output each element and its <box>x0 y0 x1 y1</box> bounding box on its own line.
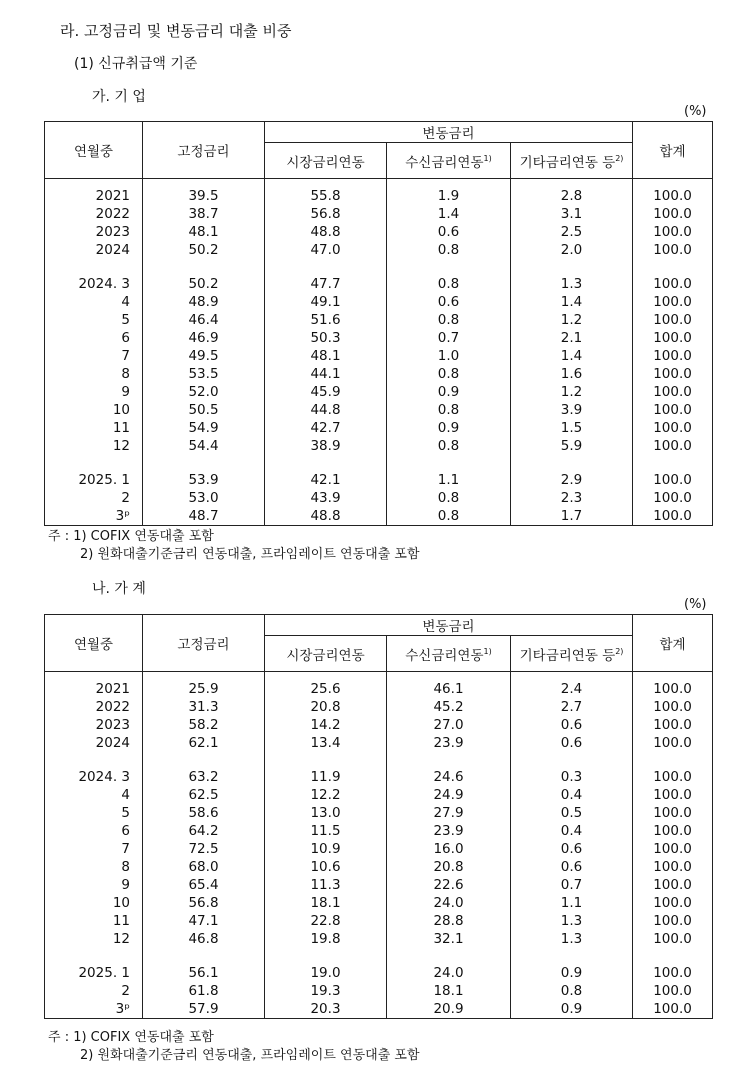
cell-year-month: 3ᵖ <box>45 507 143 526</box>
cell-deposit-linked: 0.7 <box>387 329 511 347</box>
cell-market-linked: 45.9 <box>265 383 387 401</box>
header-year-month: 연월중 <box>45 122 143 179</box>
cell-market-linked: 11.3 <box>265 876 387 894</box>
table-row <box>45 768 713 786</box>
table-row <box>45 437 713 455</box>
cell-market-linked: 13.4 <box>265 734 387 752</box>
cell-fixed: 62.1 <box>143 734 265 752</box>
header-market-linked: 시장금리연동 <box>265 143 387 179</box>
cell-year-month: 6 <box>45 822 143 840</box>
footnote-2: 2) 원화대출기준금리 연동대출, 프라임레이트 연동대출 포함 <box>80 547 420 562</box>
cell-market-linked: 55.8 <box>265 187 387 205</box>
cell-deposit-linked: 0.8 <box>387 507 511 526</box>
cell-deposit-linked: 0.8 <box>387 275 511 293</box>
cell-deposit-linked: 0.8 <box>387 241 511 259</box>
cell-fixed: 47.1 <box>143 912 265 930</box>
table-row <box>45 982 713 1000</box>
cell-deposit-linked: 0.8 <box>387 311 511 329</box>
cell-year-month: 2022 <box>45 205 143 223</box>
cell-market-linked: 48.8 <box>265 223 387 241</box>
cell-year-month: 2023 <box>45 223 143 241</box>
cell-deposit-linked: 46.1 <box>387 680 511 698</box>
cell-total: 100.0 <box>633 507 713 526</box>
cell-other-linked: 1.7 <box>511 507 633 526</box>
cell-total: 100.0 <box>633 347 713 365</box>
cell-market-linked: 19.0 <box>265 964 387 982</box>
cell-fixed: 56.8 <box>143 894 265 912</box>
cell-other-linked: 1.2 <box>511 311 633 329</box>
cell-market-linked: 25.6 <box>265 680 387 698</box>
cell-deposit-linked: 27.9 <box>387 804 511 822</box>
cell-other-linked: 1.2 <box>511 383 633 401</box>
table-row <box>45 912 713 930</box>
cell-total: 100.0 <box>633 187 713 205</box>
table-row <box>45 858 713 876</box>
cell-market-linked: 11.9 <box>265 768 387 786</box>
cell-fixed: 48.7 <box>143 507 265 526</box>
cell-deposit-linked: 16.0 <box>387 840 511 858</box>
cell-other-linked: 1.5 <box>511 419 633 437</box>
header-total: 합계 <box>633 615 713 672</box>
cell-fixed: 64.2 <box>143 822 265 840</box>
cell-deposit-linked: 0.8 <box>387 365 511 383</box>
cell-market-linked: 20.3 <box>265 1000 387 1019</box>
cell-deposit-linked: 45.2 <box>387 698 511 716</box>
cell-fixed: 46.4 <box>143 311 265 329</box>
table-row <box>45 275 713 293</box>
cell-market-linked: 19.8 <box>265 930 387 948</box>
section-title-corporate: 가. 기 업 <box>92 89 146 105</box>
cell-year-month: 2024. 3 <box>45 275 143 293</box>
cell-year-month: 12 <box>45 930 143 948</box>
table-row <box>45 930 713 948</box>
table-row <box>45 187 713 205</box>
footnote-2: 2) 원화대출기준금리 연동대출, 프라임레이트 연동대출 포함 <box>80 1048 420 1063</box>
cell-total: 100.0 <box>633 241 713 259</box>
cell-other-linked: 1.4 <box>511 293 633 311</box>
cell-fixed: 68.0 <box>143 858 265 876</box>
footnote-1: 주 : 1) COFIX 연동대출 포함 <box>48 1030 214 1045</box>
cell-fixed: 56.1 <box>143 964 265 982</box>
table-row <box>45 401 713 419</box>
cell-other-linked: 2.4 <box>511 680 633 698</box>
cell-fixed: 38.7 <box>143 205 265 223</box>
cell-fixed: 57.9 <box>143 1000 265 1019</box>
cell-deposit-linked: 0.8 <box>387 401 511 419</box>
cell-year-month: 7 <box>45 347 143 365</box>
cell-total: 100.0 <box>633 680 713 698</box>
header-other-linked: 기타금리연동 등$^{2)}$ <box>511 636 633 672</box>
cell-market-linked: 43.9 <box>265 489 387 507</box>
cell-year-month: 2022 <box>45 698 143 716</box>
household-loan-table <box>44 614 713 1019</box>
cell-deposit-linked: 22.6 <box>387 876 511 894</box>
cell-fixed: 31.3 <box>143 698 265 716</box>
table-row <box>45 734 713 752</box>
cell-deposit-linked: 1.0 <box>387 347 511 365</box>
cell-year-month: 3ᵖ <box>45 1000 143 1019</box>
cell-total: 100.0 <box>633 419 713 437</box>
cell-fixed: 48.1 <box>143 223 265 241</box>
cell-deposit-linked: 24.0 <box>387 894 511 912</box>
cell-total: 100.0 <box>633 383 713 401</box>
cell-deposit-linked: 0.9 <box>387 419 511 437</box>
cell-year-month: 10 <box>45 401 143 419</box>
cell-year-month: 4 <box>45 786 143 804</box>
cell-total: 100.0 <box>633 858 713 876</box>
cell-other-linked: 0.8 <box>511 982 633 1000</box>
cell-year-month: 9 <box>45 876 143 894</box>
cell-other-linked: 1.3 <box>511 930 633 948</box>
cell-year-month: 2021 <box>45 187 143 205</box>
table-row <box>45 964 713 982</box>
cell-other-linked: 0.7 <box>511 876 633 894</box>
cell-year-month: 7 <box>45 840 143 858</box>
cell-year-month: 2 <box>45 982 143 1000</box>
cell-total: 100.0 <box>633 930 713 948</box>
table-row <box>45 876 713 894</box>
cell-market-linked: 42.1 <box>265 471 387 489</box>
cell-market-linked: 48.1 <box>265 347 387 365</box>
cell-other-linked: 0.6 <box>511 716 633 734</box>
table-row <box>45 804 713 822</box>
cell-total: 100.0 <box>633 329 713 347</box>
cell-market-linked: 50.3 <box>265 329 387 347</box>
cell-other-linked: 1.1 <box>511 894 633 912</box>
table-row <box>45 311 713 329</box>
cell-total: 100.0 <box>633 275 713 293</box>
cell-market-linked: 12.2 <box>265 786 387 804</box>
cell-other-linked: 0.6 <box>511 734 633 752</box>
cell-fixed: 58.6 <box>143 804 265 822</box>
cell-total: 100.0 <box>633 912 713 930</box>
cell-market-linked: 13.0 <box>265 804 387 822</box>
table-row <box>45 716 713 734</box>
header-total: 합계 <box>633 122 713 179</box>
cell-fixed: 52.0 <box>143 383 265 401</box>
table-row <box>45 223 713 241</box>
header-fixed: 고정금리 <box>143 615 265 672</box>
cell-deposit-linked: 23.9 <box>387 822 511 840</box>
cell-market-linked: 11.5 <box>265 822 387 840</box>
cell-deposit-linked: 24.9 <box>387 786 511 804</box>
cell-market-linked: 10.6 <box>265 858 387 876</box>
cell-fixed: 25.9 <box>143 680 265 698</box>
cell-other-linked: 0.9 <box>511 964 633 982</box>
cell-fixed: 62.5 <box>143 786 265 804</box>
cell-total: 100.0 <box>633 822 713 840</box>
cell-other-linked: 3.1 <box>511 205 633 223</box>
cell-other-linked: 2.1 <box>511 329 633 347</box>
cell-other-linked: 1.3 <box>511 275 633 293</box>
cell-other-linked: 2.8 <box>511 187 633 205</box>
cell-year-month: 5 <box>45 311 143 329</box>
cell-market-linked: 48.8 <box>265 507 387 526</box>
cell-market-linked: 44.1 <box>265 365 387 383</box>
cell-market-linked: 10.9 <box>265 840 387 858</box>
cell-deposit-linked: 0.6 <box>387 293 511 311</box>
cell-year-month: 11 <box>45 419 143 437</box>
cell-year-month: 2 <box>45 489 143 507</box>
cell-fixed: 46.9 <box>143 329 265 347</box>
header-other-linked: 기타금리연동 등$^{2)}$ <box>511 143 633 179</box>
cell-fixed: 53.9 <box>143 471 265 489</box>
cell-other-linked: 2.5 <box>511 223 633 241</box>
cell-total: 100.0 <box>633 982 713 1000</box>
cell-other-linked: 2.7 <box>511 698 633 716</box>
cell-deposit-linked: 0.8 <box>387 437 511 455</box>
cell-deposit-linked: 20.8 <box>387 858 511 876</box>
cell-fixed: 49.5 <box>143 347 265 365</box>
cell-fixed: 53.0 <box>143 489 265 507</box>
table-row <box>45 840 713 858</box>
cell-total: 100.0 <box>633 1000 713 1019</box>
cell-total: 100.0 <box>633 734 713 752</box>
cell-total: 100.0 <box>633 876 713 894</box>
table-row <box>45 347 713 365</box>
table-row <box>45 205 713 223</box>
cell-deposit-linked: 23.9 <box>387 734 511 752</box>
table-row <box>45 293 713 311</box>
cell-other-linked: 3.9 <box>511 401 633 419</box>
cell-total: 100.0 <box>633 698 713 716</box>
cell-deposit-linked: 32.1 <box>387 930 511 948</box>
unit-label: (%) <box>684 597 707 612</box>
cell-other-linked: 0.9 <box>511 1000 633 1019</box>
cell-other-linked: 0.3 <box>511 768 633 786</box>
cell-market-linked: 47.7 <box>265 275 387 293</box>
cell-market-linked: 56.8 <box>265 205 387 223</box>
table-row <box>45 383 713 401</box>
table-row <box>45 1000 713 1019</box>
cell-year-month: 9 <box>45 383 143 401</box>
cell-total: 100.0 <box>633 489 713 507</box>
cell-deposit-linked: 24.6 <box>387 768 511 786</box>
cell-total: 100.0 <box>633 471 713 489</box>
cell-year-month: 11 <box>45 912 143 930</box>
cell-deposit-linked: 0.8 <box>387 489 511 507</box>
cell-year-month: 4 <box>45 293 143 311</box>
cell-market-linked: 49.1 <box>265 293 387 311</box>
cell-fixed: 58.2 <box>143 716 265 734</box>
cell-deposit-linked: 27.0 <box>387 716 511 734</box>
cell-other-linked: 0.4 <box>511 786 633 804</box>
cell-deposit-linked: 1.9 <box>387 187 511 205</box>
cell-year-month: 8 <box>45 365 143 383</box>
cell-other-linked: 0.4 <box>511 822 633 840</box>
cell-other-linked: 5.9 <box>511 437 633 455</box>
cell-market-linked: 18.1 <box>265 894 387 912</box>
cell-other-linked: 2.9 <box>511 471 633 489</box>
table-row <box>45 241 713 259</box>
header-year-month: 연월중 <box>45 615 143 672</box>
cell-year-month: 2025. 1 <box>45 471 143 489</box>
cell-total: 100.0 <box>633 437 713 455</box>
cell-year-month: 2024. 3 <box>45 768 143 786</box>
cell-other-linked: 2.3 <box>511 489 633 507</box>
cell-year-month: 8 <box>45 858 143 876</box>
header-market-linked: 시장금리연동 <box>265 636 387 672</box>
header-fixed: 고정금리 <box>143 122 265 179</box>
cell-fixed: 50.5 <box>143 401 265 419</box>
table-row <box>45 698 713 716</box>
cell-fixed: 53.5 <box>143 365 265 383</box>
cell-year-month: 2024 <box>45 734 143 752</box>
cell-market-linked: 47.0 <box>265 241 387 259</box>
cell-total: 100.0 <box>633 205 713 223</box>
unit-label: (%) <box>684 104 707 119</box>
header-variable: 변동금리 <box>265 122 633 143</box>
cell-total: 100.0 <box>633 311 713 329</box>
cell-other-linked: 1.3 <box>511 912 633 930</box>
cell-fixed: 50.2 <box>143 241 265 259</box>
table-row <box>45 680 713 698</box>
cell-year-month: 12 <box>45 437 143 455</box>
cell-fixed: 39.5 <box>143 187 265 205</box>
cell-year-month: 2023 <box>45 716 143 734</box>
table-row <box>45 822 713 840</box>
cell-fixed: 63.2 <box>143 768 265 786</box>
cell-total: 100.0 <box>633 964 713 982</box>
header-variable: 변동금리 <box>265 615 633 636</box>
table-row <box>45 471 713 489</box>
cell-fixed: 54.4 <box>143 437 265 455</box>
cell-total: 100.0 <box>633 768 713 786</box>
cell-total: 100.0 <box>633 401 713 419</box>
cell-deposit-linked: 1.1 <box>387 471 511 489</box>
cell-year-month: 2021 <box>45 680 143 698</box>
cell-deposit-linked: 1.4 <box>387 205 511 223</box>
corporate-loan-table <box>44 121 713 526</box>
cell-deposit-linked: 0.6 <box>387 223 511 241</box>
cell-market-linked: 20.8 <box>265 698 387 716</box>
cell-other-linked: 0.5 <box>511 804 633 822</box>
cell-fixed: 72.5 <box>143 840 265 858</box>
table-row <box>45 894 713 912</box>
section-title-household: 나. 가 계 <box>92 581 146 597</box>
cell-deposit-linked: 0.9 <box>387 383 511 401</box>
cell-market-linked: 42.7 <box>265 419 387 437</box>
cell-deposit-linked: 18.1 <box>387 982 511 1000</box>
cell-total: 100.0 <box>633 365 713 383</box>
header-deposit-linked: 수신금리연동$^{1)}$ <box>387 636 511 672</box>
cell-fixed: 65.4 <box>143 876 265 894</box>
table-row <box>45 786 713 804</box>
footnote-1: 주 : 1) COFIX 연동대출 포함 <box>48 529 214 544</box>
cell-total: 100.0 <box>633 840 713 858</box>
table-row <box>45 507 713 526</box>
cell-other-linked: 0.6 <box>511 840 633 858</box>
cell-year-month: 2024 <box>45 241 143 259</box>
cell-market-linked: 38.9 <box>265 437 387 455</box>
cell-market-linked: 51.6 <box>265 311 387 329</box>
table-row <box>45 489 713 507</box>
cell-year-month: 6 <box>45 329 143 347</box>
page-subtitle: (1) 신규취급액 기준 <box>74 56 198 72</box>
cell-total: 100.0 <box>633 894 713 912</box>
cell-year-month: 5 <box>45 804 143 822</box>
cell-year-month: 10 <box>45 894 143 912</box>
cell-total: 100.0 <box>633 804 713 822</box>
cell-total: 100.0 <box>633 293 713 311</box>
cell-other-linked: 2.0 <box>511 241 633 259</box>
cell-total: 100.0 <box>633 716 713 734</box>
cell-market-linked: 22.8 <box>265 912 387 930</box>
cell-deposit-linked: 24.0 <box>387 964 511 982</box>
cell-market-linked: 19.3 <box>265 982 387 1000</box>
cell-other-linked: 1.4 <box>511 347 633 365</box>
cell-fixed: 46.8 <box>143 930 265 948</box>
table-row <box>45 419 713 437</box>
cell-deposit-linked: 28.8 <box>387 912 511 930</box>
page-title: 라. 고정금리 및 변동금리 대출 비중 <box>60 22 292 40</box>
table-row <box>45 329 713 347</box>
cell-fixed: 50.2 <box>143 275 265 293</box>
cell-total: 100.0 <box>633 786 713 804</box>
cell-fixed: 48.9 <box>143 293 265 311</box>
header-deposit-linked: 수신금리연동$^{1)}$ <box>387 143 511 179</box>
cell-other-linked: 1.6 <box>511 365 633 383</box>
cell-fixed: 54.9 <box>143 419 265 437</box>
cell-fixed: 61.8 <box>143 982 265 1000</box>
cell-total: 100.0 <box>633 223 713 241</box>
cell-market-linked: 44.8 <box>265 401 387 419</box>
table-row <box>45 365 713 383</box>
cell-other-linked: 0.6 <box>511 858 633 876</box>
cell-market-linked: 14.2 <box>265 716 387 734</box>
cell-year-month: 2025. 1 <box>45 964 143 982</box>
cell-deposit-linked: 20.9 <box>387 1000 511 1019</box>
